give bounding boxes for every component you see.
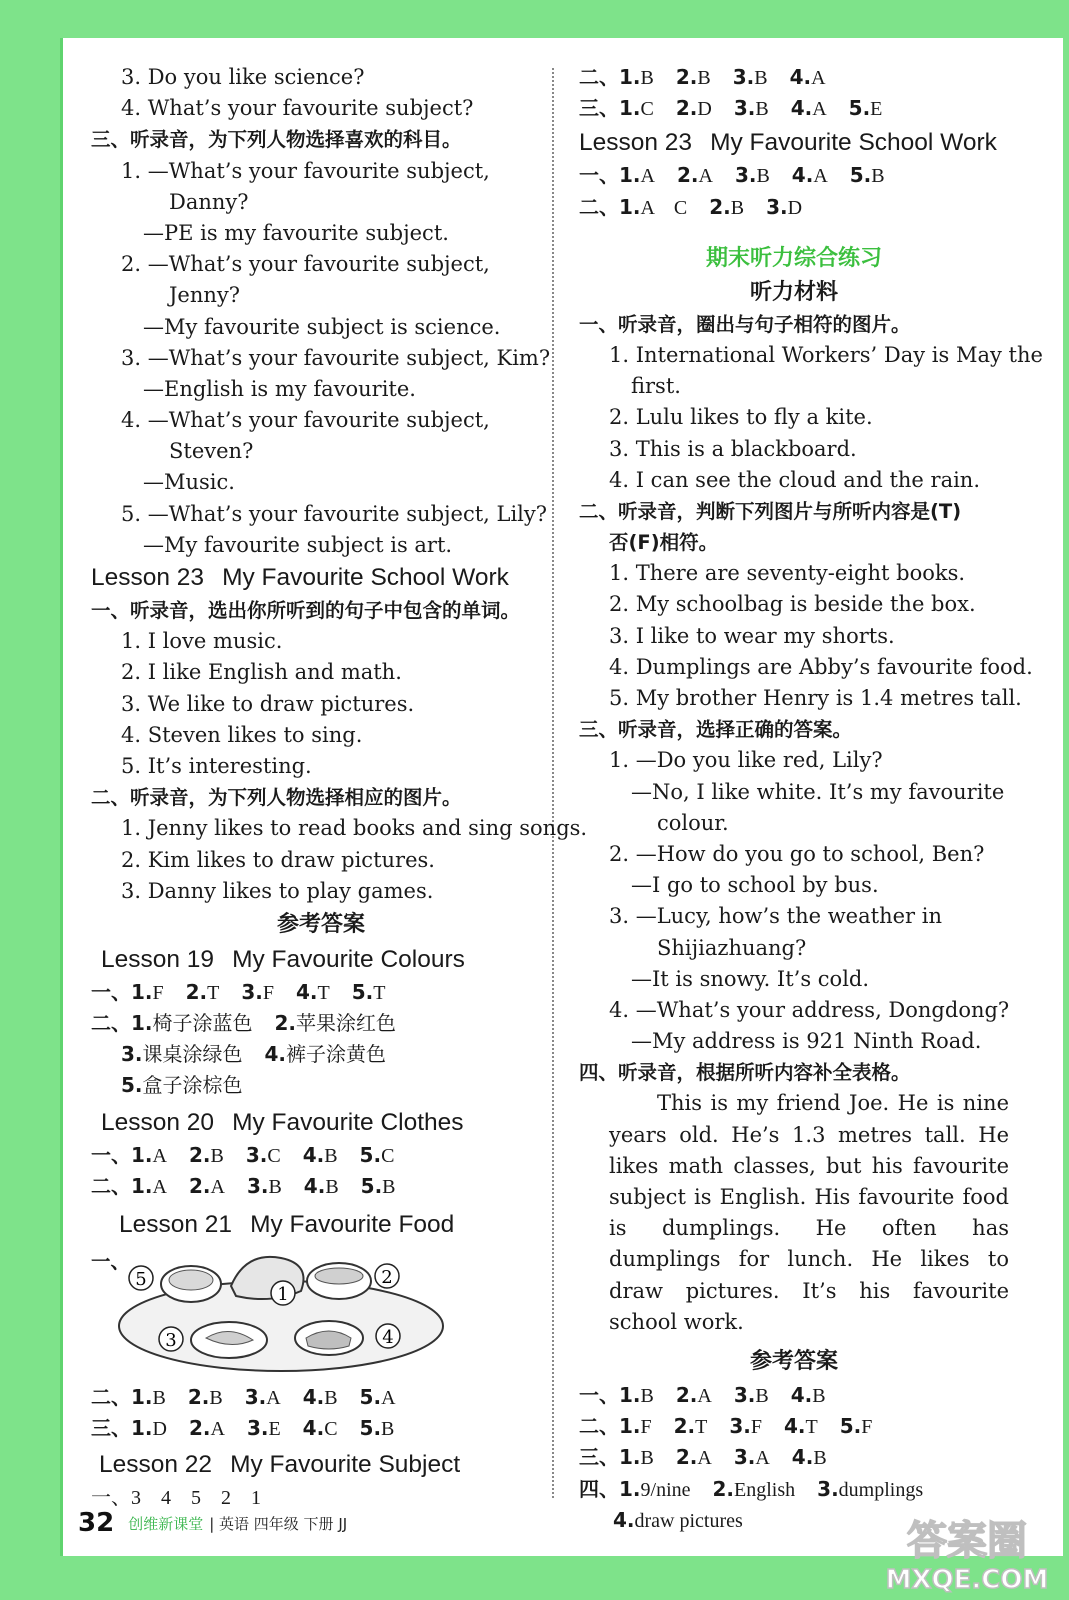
plate-label-5 — [129, 1266, 153, 1290]
text-line: 5. —What’s your favourite subject, Lily? — [121, 501, 548, 526]
text-line: —English is my favourite. — [143, 376, 416, 401]
answer-number: 4. — [789, 65, 812, 89]
answer-prefix: 二、 — [579, 65, 619, 89]
page-footer — [78, 1508, 347, 1538]
text-line: 1. There are seventy-eight books. — [609, 561, 966, 586]
answer-value: A — [152, 1144, 167, 1167]
answer-value: B — [640, 67, 654, 89]
answer-value: B — [324, 1387, 338, 1409]
text-line: Jenny? — [169, 283, 241, 308]
text-line: 1. —What’s your favourite subject, — [121, 158, 490, 183]
answer-number: 2. — [675, 96, 698, 121]
answer-prefix: 一、 — [91, 1142, 131, 1167]
answer-number: 1. — [619, 65, 641, 89]
answer-value: B — [755, 1385, 769, 1408]
svg-text:4: 4 — [382, 1327, 394, 1348]
answer-row — [579, 192, 1009, 223]
answer-row — [91, 1140, 551, 1171]
answer-value: F — [262, 981, 275, 1004]
text-line: 2. I like English and math. — [121, 660, 402, 685]
svg-text:答案圈: 答案圈 — [907, 1518, 1027, 1564]
answer-number: 2. — [675, 1445, 698, 1470]
text-line: Shijiazhuang? — [657, 935, 807, 960]
lesson-title: My Favourite Food — [250, 1211, 455, 1238]
answer-number: 1. — [131, 979, 153, 1004]
answer-value: B — [812, 1385, 826, 1408]
text-line: —No, I like white. It’s my favourite — [631, 779, 1005, 804]
section-heading: 三、听录音，选择正确的答案。 — [579, 718, 853, 742]
answer-value: B — [152, 1387, 166, 1409]
answer-row — [91, 977, 551, 1008]
answer-number: 1. — [619, 96, 641, 121]
answer-prefix: 三、 — [91, 1416, 131, 1441]
answer-value: A — [266, 1387, 281, 1409]
answer-number: 1. — [619, 1445, 641, 1470]
answer-number: 4. — [264, 1042, 287, 1067]
text-line: 4. Steven likes to sing. — [121, 722, 363, 747]
text-line: —PE is my favourite subject. — [143, 220, 449, 245]
answer-value: C — [381, 1144, 395, 1167]
answer-number: 5. — [359, 1385, 382, 1409]
text-line: 2. —How do you go to school, Ben? — [609, 841, 985, 866]
answer-value: B — [813, 1447, 827, 1470]
answer-value: A — [697, 1385, 712, 1408]
answer-number: 4. — [791, 163, 814, 188]
plate-label-3 — [159, 1327, 183, 1351]
answer-number: 2. — [185, 979, 208, 1004]
column-divider — [552, 68, 554, 1498]
plate-label-2 — [375, 1264, 399, 1288]
answer-value: A — [811, 67, 826, 89]
material-title: 听力材料 — [749, 279, 838, 305]
answer-value: T — [695, 1416, 708, 1439]
text-line: 5. It’s interesting. — [121, 753, 312, 778]
answer-value: A — [210, 1175, 225, 1198]
answer-prefix: 二、 — [91, 1011, 131, 1036]
text-line: 4. —What’s your address, Dongdong? — [609, 997, 1010, 1022]
answer-number: 4. — [302, 1385, 325, 1409]
lesson22-answers: 一、3 4 5 2 1 — [91, 1487, 261, 1510]
text-line: 2. My schoolbag is beside the box. — [609, 592, 976, 617]
answer-value: F — [640, 1416, 652, 1439]
answer-prefix: 三、 — [579, 1445, 619, 1470]
answer-number: 2. — [673, 1414, 696, 1439]
svg-text:MXQE.COM: MXQE.COM — [885, 1565, 1049, 1595]
answer-value: B — [325, 1175, 339, 1198]
lesson22-answers-continued — [579, 62, 1009, 124]
answer-number: 1. — [619, 163, 641, 188]
answer-number: 4. — [784, 1414, 806, 1439]
answer-value: A — [698, 165, 713, 188]
lesson-title: My Favourite Colours — [232, 945, 465, 973]
answer-number: 3. — [733, 96, 756, 121]
answer-value: English — [734, 1478, 796, 1501]
lesson21-heading — [91, 1208, 551, 1242]
answer-value: A — [381, 1387, 396, 1409]
answer-value: A — [813, 165, 828, 188]
lesson-title: My Favourite Subject — [230, 1451, 461, 1479]
text-line: 2. Kim likes to draw pictures. — [121, 847, 435, 872]
answer-prefix: 一、 — [579, 163, 619, 188]
watermark-logo — [872, 1510, 1062, 1595]
lesson19-answers — [91, 977, 551, 1102]
answer-number: 2. — [187, 1385, 210, 1409]
answer-number: 1. — [131, 1142, 153, 1167]
answer-prefix: 一、 — [91, 979, 131, 1004]
text-line: 3. This is a blackboard. — [609, 436, 857, 461]
lesson-title: My Favourite Clothes — [232, 1108, 464, 1136]
text-line: colour. — [657, 810, 729, 835]
answer-number: 2. — [188, 1173, 211, 1198]
answer-value: T — [373, 981, 386, 1004]
answer-value: A — [640, 165, 655, 188]
answer-number: 5. — [351, 979, 374, 1004]
lesson23-answer-heading — [579, 126, 1009, 160]
lesson20-heading — [91, 1106, 551, 1140]
answer-value: B — [756, 165, 770, 188]
plate-drawing — [111, 1246, 461, 1376]
answer-value: E — [870, 98, 883, 121]
svg-text:2: 2 — [381, 1267, 393, 1288]
answer-value: T — [207, 981, 220, 1004]
answer-number: 1. — [131, 1011, 153, 1036]
answer-number: 5. — [849, 163, 872, 188]
answer-value: B — [381, 1418, 395, 1441]
lesson22-heading — [91, 1448, 551, 1482]
answer-prefix: 二、 — [579, 1414, 619, 1439]
answer-number: 2. — [676, 163, 699, 188]
answer-number: 3. — [244, 1385, 267, 1409]
answer-number: 4. — [302, 1416, 325, 1441]
text-line: 1. International Workers’ Day is May the — [609, 342, 1043, 367]
answer-value: draw pictures — [634, 1509, 743, 1532]
text-line: 4. Dumplings are Abby’s favourite food. — [609, 654, 1033, 679]
answer-number: 1. — [131, 1173, 153, 1198]
answer-value: 9/nine — [640, 1478, 691, 1501]
answer-prefix: 二、 — [91, 1173, 131, 1198]
answer-row — [91, 1039, 551, 1070]
answer-number: 1. — [619, 194, 641, 219]
answer-value: D — [697, 98, 712, 121]
answer-value: A — [812, 98, 827, 121]
svg-text:5: 5 — [135, 1269, 147, 1290]
lesson21-answers — [91, 1382, 551, 1444]
final-exercise-title: 期末听力综合练习 — [705, 245, 882, 271]
answer-value: 盒子涂棕色 — [142, 1075, 243, 1098]
answer-row — [91, 1070, 551, 1101]
answer-number: 5. — [359, 1416, 382, 1441]
answer-prefix: 四、 — [579, 1476, 619, 1501]
text-line: —My favourite subject is art. — [143, 532, 453, 557]
answer-number: 3. — [245, 1142, 268, 1167]
answer-value: B — [754, 67, 768, 89]
section-heading: 否(F)相符。 — [609, 531, 719, 555]
answer-number: 5. — [848, 96, 871, 121]
right-column — [579, 62, 1043, 1536]
text-line: 3. We like to draw pictures. — [121, 691, 415, 716]
answer-number: 4. — [302, 1142, 325, 1167]
answer-number: 4. — [791, 1445, 814, 1470]
text-line: 3. —What’s your favourite subject, Kim? — [121, 345, 551, 370]
svg-text:3: 3 — [165, 1330, 177, 1351]
text-line: —My address is 921 Ninth Road. — [631, 1029, 982, 1054]
answer-prefix: 二、 — [91, 1385, 131, 1409]
answer-number: 1. — [131, 1416, 153, 1441]
lesson23-heading — [91, 561, 551, 595]
text-line: 1. —Do you like red, Lily? — [609, 748, 883, 773]
text-line: 5. My brother Henry is 1.4 metres tall. — [609, 686, 1022, 710]
answer-number: 3. — [734, 163, 757, 188]
answer-number: 2. — [274, 1011, 297, 1036]
text-line: 1. Jenny likes to read books and sing songs. — [121, 816, 588, 841]
answer-number: 2. — [712, 1476, 735, 1501]
section-heading: 二、听录音，判断下列图片与所听内容是(T) — [579, 499, 962, 523]
answer-value: C — [640, 98, 654, 121]
answer-row — [91, 1008, 551, 1039]
answer-value: D — [787, 196, 803, 219]
answer-value: A — [210, 1418, 225, 1441]
answer-value: B — [730, 196, 745, 219]
answer-row — [579, 1380, 1009, 1411]
answer-row — [91, 1382, 551, 1413]
answer-number: 2. — [188, 1142, 211, 1167]
text-line: 3. Do you like science? — [121, 65, 365, 89]
svg-text:1: 1 — [277, 1284, 289, 1305]
lesson19-heading — [91, 943, 551, 977]
final-listening-material — [579, 309, 1043, 1089]
text-line: 3. —Lucy, how’s the weather in — [609, 904, 942, 929]
answer-value: A — [755, 1447, 770, 1470]
answer-value: A C — [640, 196, 688, 219]
answer-number: 5. — [121, 1073, 143, 1098]
answer-value: C — [267, 1144, 281, 1167]
text-line: 2. Lulu likes to fly a kite. — [609, 405, 873, 430]
answer-number: 3. — [241, 979, 263, 1004]
section-prefix: 一、 — [91, 1250, 131, 1273]
answer-number: 3. — [733, 1383, 756, 1408]
answer-value: 苹果涂红色 — [296, 1013, 397, 1036]
answer-number: 4. — [303, 1173, 326, 1198]
answer-value: F — [152, 981, 164, 1004]
lesson-number: Lesson 22 — [99, 1451, 213, 1479]
answer-number: 3. — [246, 1173, 269, 1198]
answer-prefix: 二、 — [579, 194, 619, 219]
answer-number: 3. — [817, 1476, 839, 1501]
answer-row — [579, 93, 1009, 124]
lesson20-answers — [91, 1140, 551, 1202]
text-line: 2. —What’s your favourite subject, — [121, 252, 490, 277]
answer-number: 3. — [729, 1414, 751, 1439]
answer-value: 椅子涂蓝色 — [152, 1013, 253, 1036]
answer-number: 4. — [613, 1507, 635, 1532]
answer-value: B — [324, 1144, 338, 1167]
answer-value: B — [382, 1175, 396, 1198]
answer-value: 裤子涂黄色 — [286, 1044, 387, 1067]
answer-number: 3. — [732, 65, 755, 89]
page-number: 32 — [78, 1508, 115, 1538]
answer-prefix: 三、 — [579, 96, 619, 121]
answer-row — [579, 1442, 1009, 1473]
answer-number: 3. — [733, 1445, 756, 1470]
answer-number: 2. — [675, 1383, 698, 1408]
section-heading: 四、听录音，根据所听内容补全表格。 — [579, 1061, 911, 1085]
answer-value: C — [324, 1418, 338, 1441]
food-plate-illustration — [91, 1246, 551, 1376]
lesson-number: Lesson 23 — [91, 564, 205, 591]
answer-number: 1. — [619, 1383, 641, 1408]
text-line: 3. Danny likes to play games. — [121, 878, 434, 903]
text-line: —I go to school by bus. — [631, 873, 879, 898]
answer-value: F — [750, 1416, 763, 1439]
answer-value: B — [210, 1144, 224, 1167]
lesson-title: My Favourite School Work — [222, 564, 509, 591]
plate-label-4 — [376, 1324, 400, 1348]
answer-prefix: 一、 — [579, 1383, 619, 1408]
answer-row — [91, 1413, 551, 1444]
answer-row — [91, 1171, 551, 1202]
text-line: 4. —What’s your favourite subject, — [121, 408, 490, 433]
answer-number: 4. — [790, 1383, 813, 1408]
answer-value: D — [152, 1418, 167, 1441]
answer-number: 2. — [675, 65, 698, 89]
lesson23-answers — [579, 160, 1009, 222]
lesson-number: Lesson 23 — [579, 129, 693, 157]
answer-value: T — [805, 1416, 818, 1439]
answer-value: T — [317, 981, 330, 1004]
answer-value: 课桌涂绿色 — [142, 1044, 243, 1067]
answer-value: B — [697, 67, 711, 89]
answer-value: A — [152, 1175, 167, 1198]
answer-number: 3. — [766, 194, 788, 219]
answer-row — [579, 160, 1009, 191]
answer-value: E — [268, 1418, 281, 1441]
answer-value: B — [268, 1175, 282, 1198]
answer-number: 3. — [246, 1416, 269, 1441]
section-heading: 一、听录音，选出你所听到的句子中包含的单词。 — [91, 599, 521, 622]
lesson-number: Lesson 21 — [119, 1211, 233, 1238]
answer-value: B — [871, 165, 885, 188]
plate-label-1 — [271, 1281, 295, 1305]
text-line: 3. I like to wear my shorts. — [609, 623, 895, 648]
answer-value: B — [640, 1385, 654, 1408]
section-heading: 二、听录音，为下列人物选择相应的图片。 — [91, 786, 462, 810]
answer-number: 1. — [619, 1414, 641, 1439]
answer-number: 2. — [709, 194, 731, 219]
page-sheet — [60, 38, 1063, 1556]
answer-number: 5. — [359, 1142, 382, 1167]
text-line: 4. I can see the cloud and the rain. — [609, 467, 981, 492]
text-line: Danny? — [169, 189, 249, 214]
text-line: —My favourite subject is science. — [143, 314, 501, 339]
lesson23-material — [91, 595, 588, 907]
answer-number: 4. — [296, 979, 318, 1004]
answer-number: 3. — [121, 1042, 143, 1067]
answer-value: A — [697, 1447, 712, 1470]
left-column — [91, 62, 588, 1514]
lesson-number: Lesson 20 — [101, 1108, 215, 1136]
text-line: 4. What’s your favourite subject? — [121, 96, 474, 121]
section-heading: 一、听录音，圈出与句子相符的图片。 — [579, 312, 911, 336]
section-heading: 三、听录音，为下列人物选择喜欢的科目。 — [91, 128, 462, 152]
listening-section-3 — [91, 62, 551, 561]
answer-number: 4. — [790, 96, 813, 121]
lesson-number: Lesson 19 — [101, 945, 215, 973]
book-info: | 英语 四年级 下册 JJ — [209, 1514, 348, 1533]
answer-value: B — [755, 98, 769, 121]
answer-number: 2. — [188, 1416, 211, 1441]
answer-value: B — [209, 1387, 223, 1409]
answer-row — [579, 1411, 1009, 1442]
text-line: 1. I love music. — [121, 629, 283, 654]
lesson-title: My Favourite School Work — [710, 129, 997, 157]
text-line: —Music. — [143, 470, 235, 495]
answer-value: dumplings — [838, 1478, 924, 1501]
final-answers-heading: 参考答案 — [749, 1349, 838, 1375]
answer-number: 1. — [619, 1476, 641, 1501]
text-line: —It is snowy. It’s cold. — [631, 966, 870, 991]
final-paragraph: This is my friend Joe. He is nine years old. He’s 1.3 metres tall. He likes math classes, but his favourite subject is English. His favourite food is dumplings. He often has dumplings for lunch. He likes to draw pictures. It’s his favourite school work. — [609, 1091, 1009, 1334]
brand-name: 创维新课堂 — [128, 1514, 204, 1533]
text-line: Steven? — [169, 439, 254, 464]
answer-number: 1. — [131, 1385, 153, 1409]
answers-heading: 参考答案 — [276, 911, 365, 937]
answer-row — [579, 1474, 1009, 1505]
text-line: first. — [631, 374, 681, 399]
answer-value: B — [640, 1447, 654, 1470]
answer-value: F — [861, 1416, 873, 1439]
answer-row — [579, 62, 1009, 93]
answer-number: 5. — [839, 1414, 862, 1439]
answer-number: 5. — [360, 1173, 383, 1198]
